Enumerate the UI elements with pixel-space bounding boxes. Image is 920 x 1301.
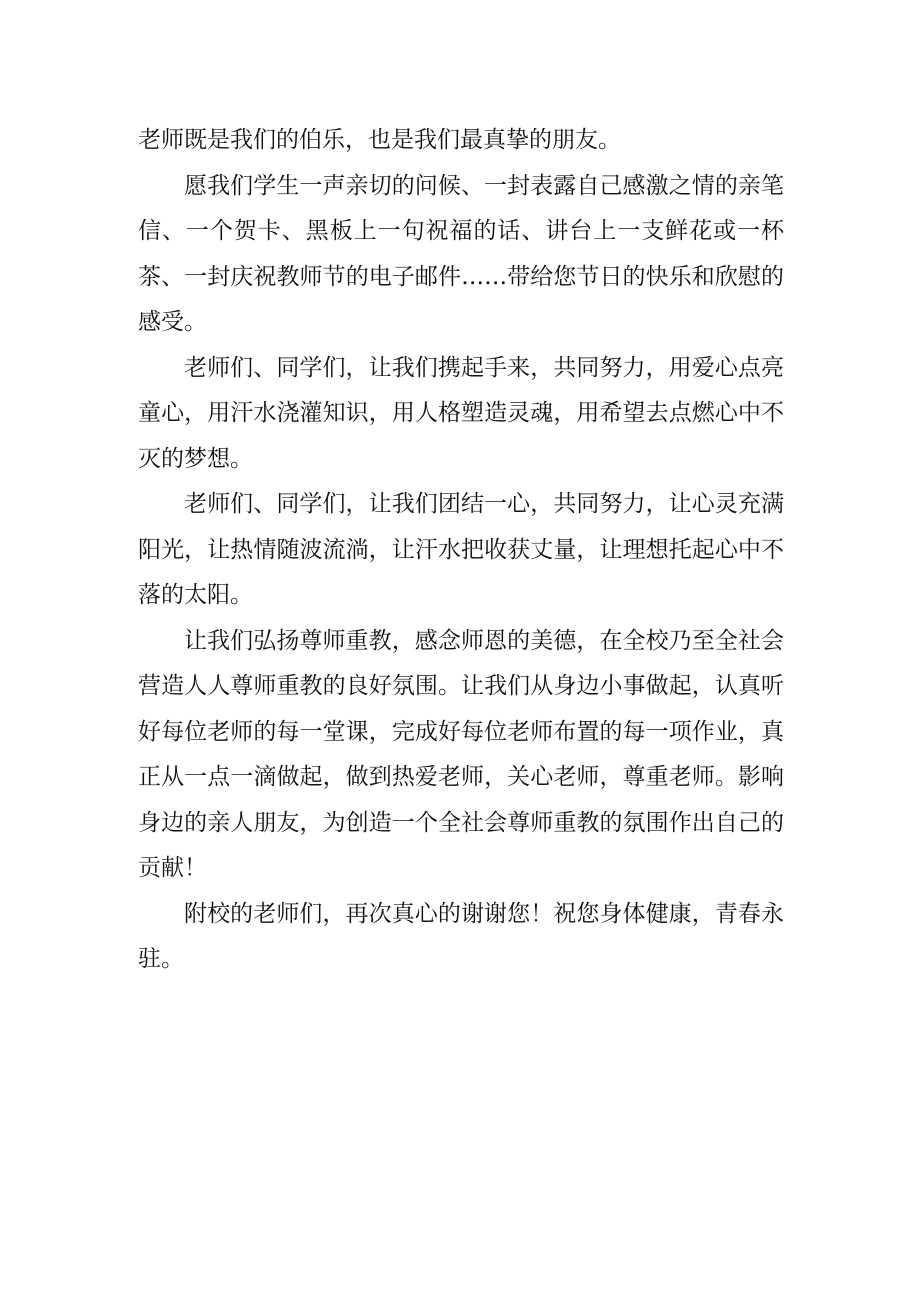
paragraph-1: 老师既是我们的伯乐，也是我们最真挚的朋友。: [138, 127, 621, 153]
paragraph-5: 让我们弘扬尊师重教，感念师恩的美德，在全校乃至全社会营造人人尊师重教的良好氛围。让我们从身边小事做起，认真听好每位老师的每一堂课，完成好每位老师布置的每一项作业，真正从一点一滴做起，做到热爱老师，关心老师，尊重老师。影响身边的亲人朋友，为创造一个全社会尊师重教的氛围作出自己的贡献！: [138, 627, 784, 881]
document-body: [138, 118, 784, 983]
paragraph-2: 愿我们学生一声亲切的问候、一封表露自己感激之情的亲笔信、一个贺卡、黑板上一句祝福的话、讲台上一支鲜花或一杯茶、一封庆祝教师节的电子邮件……带给您节日的快乐和欣慰的感受。: [138, 172, 784, 335]
paragraph-6: 附校的老师们，再次真心的谢谢您！祝您身体健康，青春永驻。: [138, 900, 784, 972]
paragraph-4: 老师们、同学们，让我们团结一心，共同努力，让心灵充满阳光，让热情随波流淌，让汗水把收获丈量，让理想托起心中不落的太阳。: [138, 491, 784, 608]
paragraph-3: 老师们、同学们，让我们携起手来，共同努力，用爱心点亮童心，用汗水浇灌知识，用人格塑造灵魂，用希望去点燃心中不灭的梦想。: [138, 354, 784, 472]
